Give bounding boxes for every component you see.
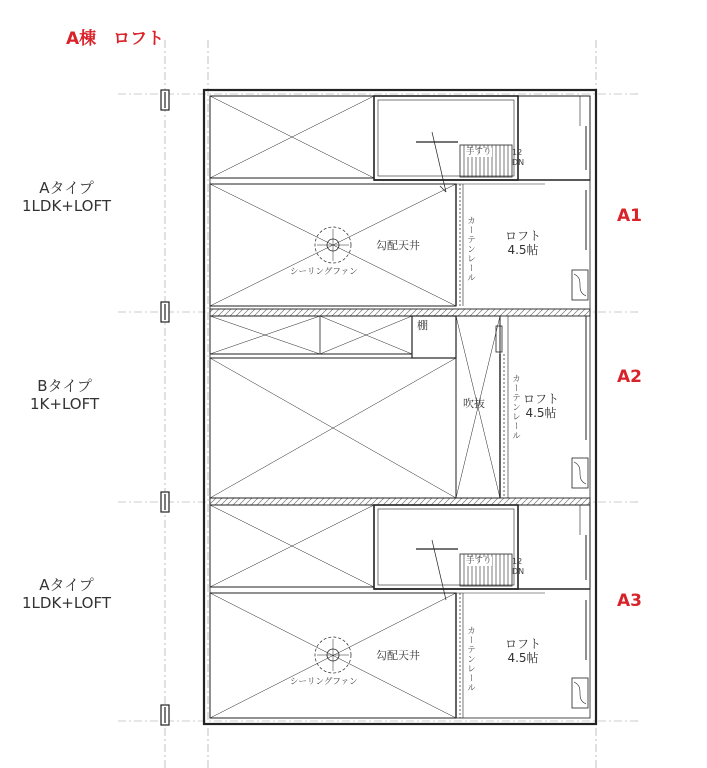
handrail-label: 手すり [466,147,492,157]
handrail-label: 手すり [466,556,492,566]
type-label-a2 [30,377,99,413]
stair-dn: DN [512,567,525,576]
unit-label-a2: A2 [617,367,642,387]
ceiling-fan-label: シーリングファン [290,267,358,277]
curtain-rail-label: カーテンレール [510,374,521,441]
type-layout: 1LDK+LOFT [22,197,112,215]
stair-dn: DN [512,158,525,167]
unit-a3-linework [210,505,590,718]
stair-count: 12 [512,148,523,157]
loft-label-a1 [505,229,541,257]
loft-name: ロフト [505,637,542,651]
type-layout: 1K+LOFT [30,395,100,413]
loft-size: 4.5帖 [507,651,539,665]
unit-label-a3: A3 [617,591,642,611]
type-name: Aタイプ [39,179,94,197]
type-name: Bタイプ [37,377,92,395]
ceiling-fan-label: シーリングファン [290,677,358,687]
sloped-ceiling-label: 勾配天井 [376,239,420,252]
curtain-rail-label: カーテンレール [465,216,476,283]
stair-count: 12 [512,557,523,566]
loft-size: 4.5帖 [507,243,539,257]
loft-name: ロフト [505,229,542,243]
stair-direction [512,148,524,168]
unit-a1-linework [210,96,590,306]
loft-label-a3 [505,637,541,665]
curtain-rail-label: カーテンレール [465,626,476,693]
shelf-label: 棚 [417,319,428,332]
sloped-ceiling-label: 勾配天井 [376,649,420,662]
void-label: 吹抜 [463,397,485,410]
loft-name: ロフト [523,392,560,406]
unit-label-a1: A1 [617,206,642,226]
loft-label-a2 [523,392,559,420]
loft-size: 4.5帖 [525,406,557,420]
page-title: A棟 ロフト [66,29,165,49]
stair-direction [512,557,524,577]
type-layout: 1LDK+LOFT [22,594,112,612]
type-name: Aタイプ [39,576,94,594]
type-label-a1 [22,179,111,215]
type-label-a3 [22,576,111,612]
